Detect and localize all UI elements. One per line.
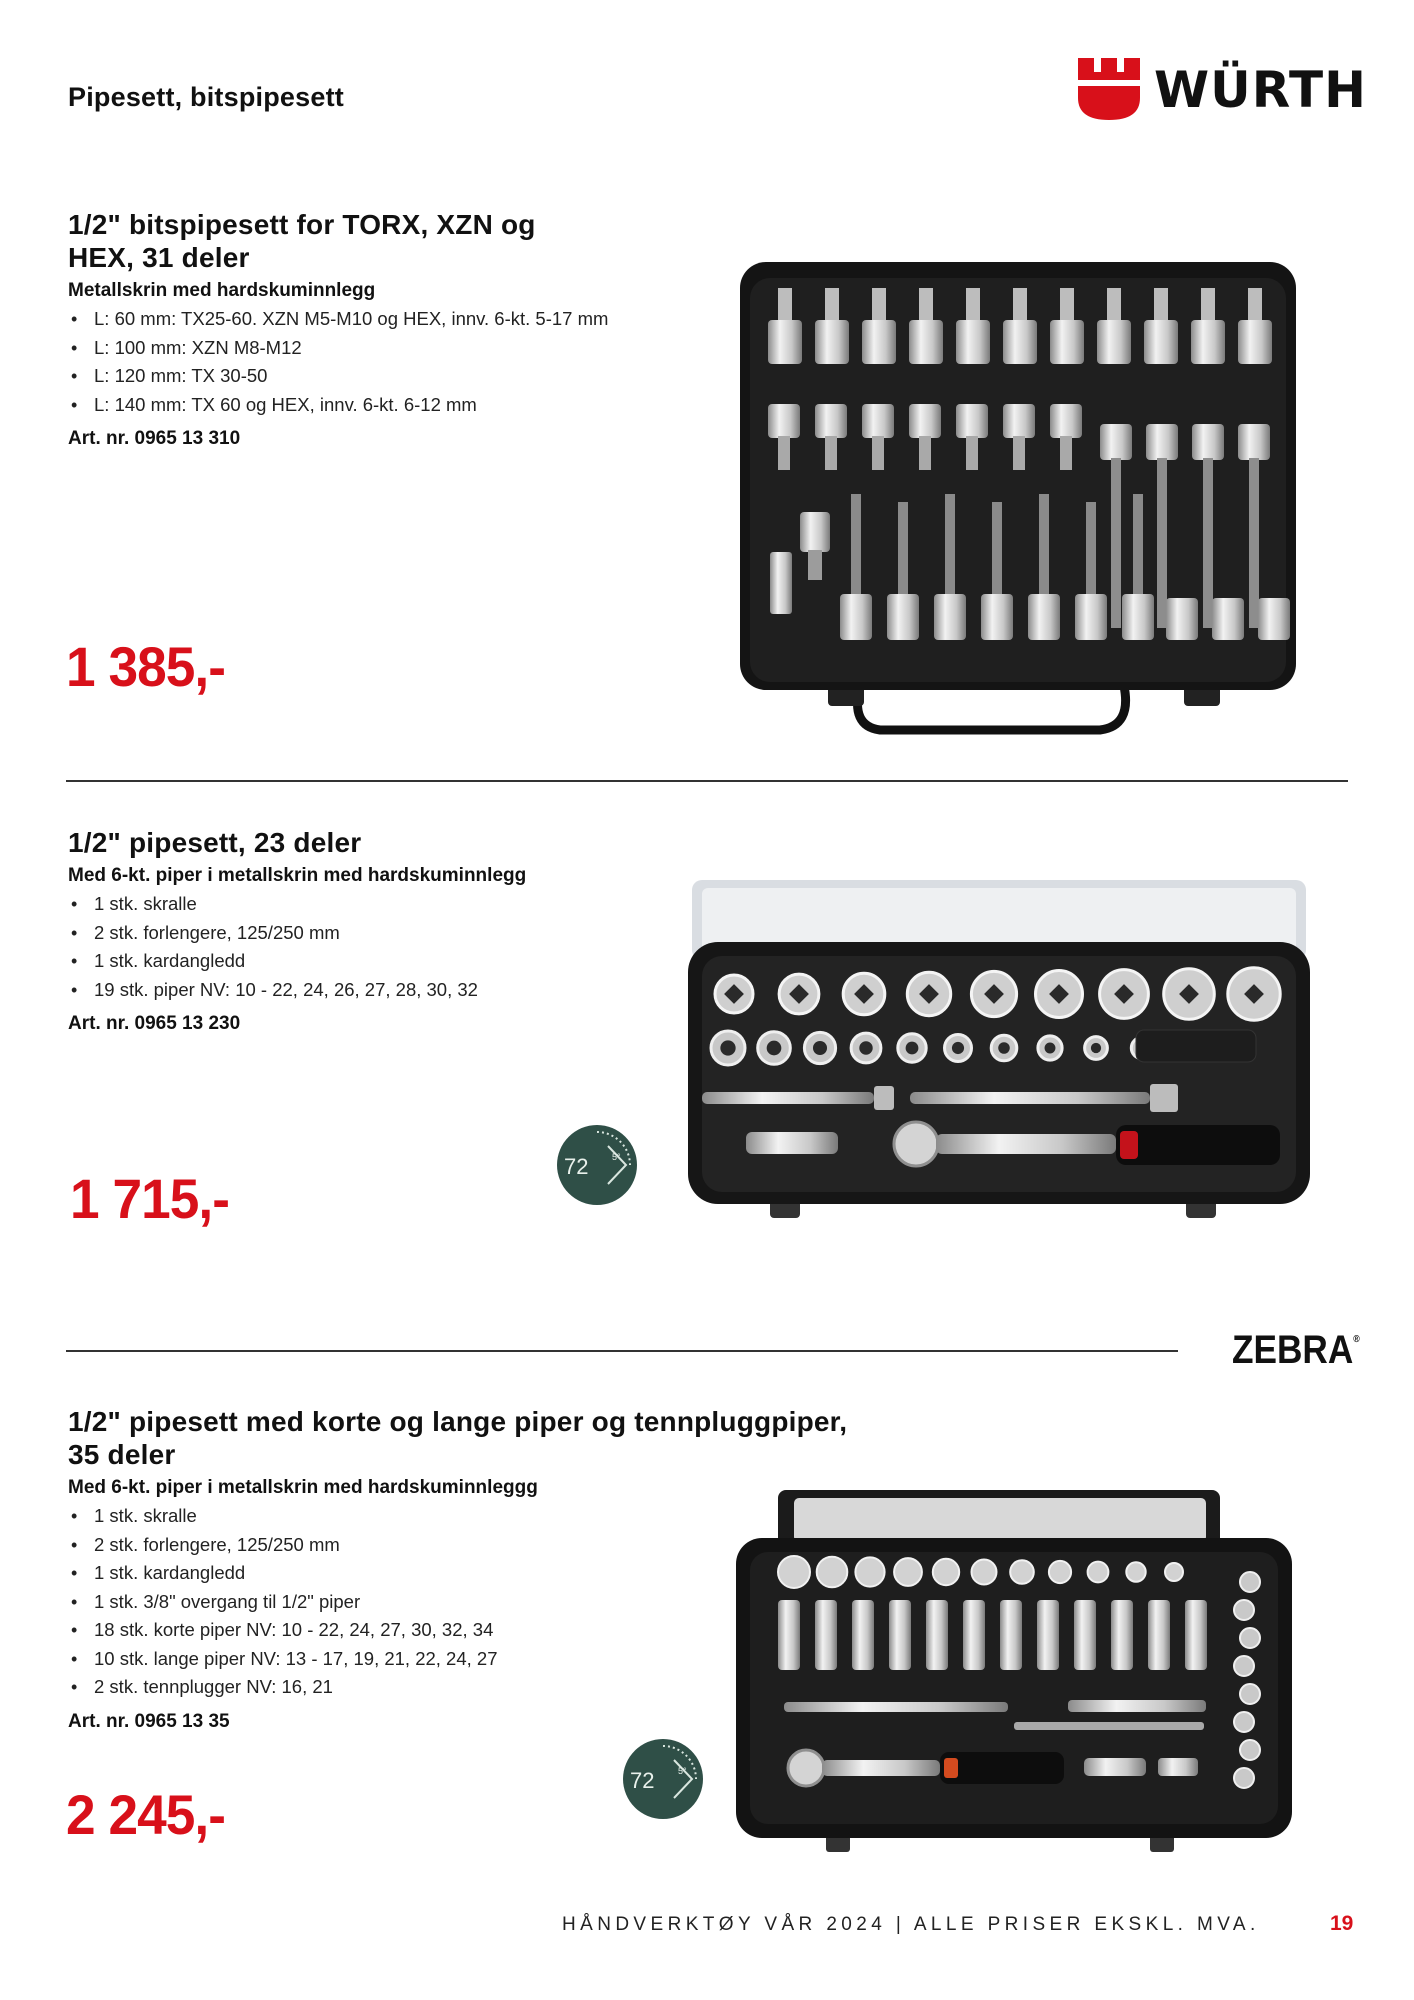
bit-socket xyxy=(862,320,896,364)
brand-name: WÜRTH xyxy=(1154,61,1367,119)
bit-socket xyxy=(815,404,847,438)
bit-socket xyxy=(1238,424,1270,460)
product-1 xyxy=(68,208,608,452)
product-1-photo xyxy=(740,258,1300,736)
deep-socket xyxy=(1037,1600,1059,1670)
bit xyxy=(778,288,792,324)
spec-item: • 2 stk. forlengere, 125/250 mm xyxy=(68,1531,847,1560)
bit xyxy=(919,288,933,324)
spec-list xyxy=(68,890,526,1004)
footer-text: HÅNDVERKTØY VÅR 2024 | ALLE PRISER EKSKL. MVA. xyxy=(562,1914,1260,1935)
bit xyxy=(778,436,790,470)
wurth-logo xyxy=(1078,58,1367,122)
zebra-logo: ZEBRA® xyxy=(1232,1328,1360,1372)
bit xyxy=(1107,288,1121,324)
bit-socket xyxy=(1192,424,1224,460)
product-title-line2: 35 deler xyxy=(68,1439,176,1470)
product-title xyxy=(68,1405,847,1471)
socket xyxy=(1240,1740,1260,1760)
socket-drive xyxy=(720,1040,735,1055)
bit xyxy=(872,436,884,470)
socket xyxy=(894,1558,922,1586)
article-number: Art. nr. 0965 13 310 xyxy=(68,428,241,449)
bit-socket xyxy=(770,552,792,614)
socket xyxy=(1234,1712,1254,1732)
product-2 xyxy=(68,826,526,1037)
spec-item: • L: 60 mm: TX25-60. XZN M5-M10 og HEX, innv. 6-kt. 5-17 mm xyxy=(68,305,608,334)
product-title-line1: 1/2" pipesett med korte og lange piper og tennpluggpiper, xyxy=(68,1406,848,1437)
extension-bar xyxy=(702,1092,874,1104)
bit xyxy=(1060,436,1072,470)
bit-socket xyxy=(1122,594,1154,640)
spec-item: • 2 stk. forlengere, 125/250 mm xyxy=(68,919,526,948)
bit-socket xyxy=(1146,424,1178,460)
bit xyxy=(1039,494,1049,600)
bit-socket xyxy=(1003,404,1035,438)
product-subtitle: Metallskrin med hardskuminnlegg xyxy=(68,280,376,301)
bit-socket xyxy=(815,320,849,364)
bit xyxy=(1013,288,1027,324)
bit xyxy=(1154,288,1168,324)
socket xyxy=(1049,1561,1071,1583)
bit xyxy=(966,436,978,470)
product-title xyxy=(68,208,608,274)
ratchet-head xyxy=(788,1750,824,1786)
socket xyxy=(1240,1684,1260,1704)
universal-joint xyxy=(746,1132,838,1154)
product-title-line2: HEX, 31 deler xyxy=(68,242,250,273)
product-3-photo xyxy=(734,1490,1296,1860)
svg-text:5°: 5° xyxy=(612,1152,621,1162)
section-title: Pipesett, bitspipesett xyxy=(68,82,344,112)
socket-drive xyxy=(859,1041,872,1054)
deep-socket xyxy=(778,1600,800,1670)
article-number: Art. nr. 0965 13 35 xyxy=(68,1710,230,1732)
universal-joint xyxy=(1084,1758,1146,1776)
article-number: Art. nr. 0965 13 230 xyxy=(68,1013,241,1034)
bit-socket xyxy=(1212,598,1244,640)
bit-socket xyxy=(1238,320,1272,364)
bit-socket xyxy=(862,404,894,438)
deep-socket xyxy=(1000,1600,1022,1670)
socket-drive xyxy=(767,1041,782,1056)
bit-socket xyxy=(1100,424,1132,460)
spec-item: • 10 stk. lange piper NV: 13 - 17, 19, 21, 22, 24, 27 xyxy=(68,1645,847,1674)
bit-socket xyxy=(909,320,943,364)
ratchet-72-teeth-badge xyxy=(622,1738,704,1820)
socket-drive xyxy=(1091,1043,1101,1053)
bit-socket xyxy=(1097,320,1131,364)
extension-end xyxy=(874,1086,894,1110)
bit xyxy=(1201,288,1215,324)
extension-bar xyxy=(1014,1722,1204,1730)
deep-socket xyxy=(963,1600,985,1670)
bit-socket xyxy=(840,594,872,640)
socket-label-tray xyxy=(1136,1030,1256,1062)
spec-item: • 1 stk. 3/8" overgang til 1/2" piper xyxy=(68,1588,847,1617)
bit-socket xyxy=(1258,598,1290,640)
bit xyxy=(825,436,837,470)
bit-socket xyxy=(1028,594,1060,640)
spec-item: • L: 140 mm: TX 60 og HEX, innv. 6-kt. 6-12 mm xyxy=(68,391,608,420)
socket xyxy=(1240,1572,1260,1592)
bit-socket xyxy=(956,404,988,438)
extension-bar xyxy=(910,1092,1150,1104)
price-3: 2 245,- xyxy=(66,1783,225,1846)
deep-socket xyxy=(1111,1600,1133,1670)
bit-socket xyxy=(1191,320,1225,364)
divider xyxy=(66,1350,1178,1352)
spec-item: • 1 stk. kardangledd xyxy=(68,1559,847,1588)
bit-socket xyxy=(768,320,802,364)
socket xyxy=(855,1557,884,1586)
bit-socket xyxy=(1144,320,1178,364)
divider xyxy=(66,780,1348,782)
adapter xyxy=(1158,1758,1198,1776)
bit xyxy=(808,550,822,580)
price-1: 1 385,- xyxy=(66,635,225,698)
bit xyxy=(945,494,955,600)
bit xyxy=(1111,458,1121,628)
product-subtitle: Med 6-kt. piper i metallskrin med hardskuminnleggg xyxy=(68,1477,538,1498)
ratchet-head xyxy=(894,1122,938,1166)
socket xyxy=(1240,1628,1260,1648)
badge-label: 72 xyxy=(630,1768,655,1793)
svg-text:5°: 5° xyxy=(678,1766,687,1776)
bit-socket xyxy=(1050,404,1082,438)
socket xyxy=(933,1559,959,1585)
bit-socket xyxy=(909,404,941,438)
spec-item: • 1 stk. skralle xyxy=(68,1502,847,1531)
deep-socket xyxy=(1148,1600,1170,1670)
bit xyxy=(1133,494,1143,600)
socket xyxy=(1165,1563,1183,1581)
spec-list xyxy=(68,1502,847,1702)
ratchet-grip-accent xyxy=(944,1758,958,1778)
product-3 xyxy=(68,1405,847,1735)
socket xyxy=(1234,1768,1254,1788)
socket xyxy=(1234,1600,1254,1620)
bit-socket xyxy=(1050,320,1084,364)
socket xyxy=(778,1556,810,1588)
bit-socket xyxy=(1166,598,1198,640)
spec-item: • 1 stk. skralle xyxy=(68,890,526,919)
bit-socket xyxy=(887,594,919,640)
socket xyxy=(1010,1560,1034,1584)
bit xyxy=(1157,458,1167,628)
extension-bar xyxy=(1068,1700,1206,1712)
socket xyxy=(1126,1562,1145,1581)
socket-drive xyxy=(1045,1043,1056,1054)
socket-drive xyxy=(952,1042,964,1054)
bit xyxy=(825,288,839,324)
spec-item: • 19 stk. piper NV: 10 - 22, 24, 26, 27, 28, 30, 32 xyxy=(68,976,526,1005)
bit xyxy=(1249,458,1259,628)
product-2-photo xyxy=(688,880,1312,1226)
socket xyxy=(1234,1656,1254,1676)
socket xyxy=(972,1560,997,1585)
spec-item: • 18 stk. korte piper NV: 10 - 22, 24, 27, 30, 32, 34 xyxy=(68,1616,847,1645)
deep-socket xyxy=(926,1600,948,1670)
bit xyxy=(1060,288,1074,324)
ratchet-grip-accent xyxy=(1120,1131,1138,1159)
bit xyxy=(851,494,861,600)
bit-socket xyxy=(1003,320,1037,364)
page-number: 19 xyxy=(1330,1912,1354,1935)
ratchet-handle xyxy=(936,1134,1116,1154)
extension-bar xyxy=(784,1702,1008,1712)
bit-socket xyxy=(768,404,800,438)
deep-socket xyxy=(889,1600,911,1670)
price-2: 1 715,- xyxy=(70,1167,229,1230)
bit-socket xyxy=(1075,594,1107,640)
deep-socket xyxy=(852,1600,874,1670)
product-title-line1: 1/2" bitspipesett for TORX, XZN og xyxy=(68,209,536,240)
bit xyxy=(1203,458,1213,628)
bit xyxy=(1248,288,1262,324)
spec-item: • L: 120 mm: TX 30-50 xyxy=(68,362,608,391)
product-subtitle: Med 6-kt. piper i metallskrin med hardskuminnlegg xyxy=(68,865,527,886)
ratchet-grip xyxy=(1116,1125,1280,1165)
socket-drive xyxy=(813,1041,827,1055)
bit-socket xyxy=(956,320,990,364)
socket-drive xyxy=(906,1042,919,1055)
bit-socket xyxy=(981,594,1013,640)
extension-end xyxy=(1150,1084,1178,1112)
zebra-brand: ZEBRA xyxy=(1232,1328,1354,1372)
socket xyxy=(1088,1562,1109,1583)
bit-socket xyxy=(800,512,830,552)
bit xyxy=(919,436,931,470)
wurth-logo-mark-icon xyxy=(1078,58,1140,120)
spec-item: • 2 stk. tennplugger NV: 16, 21 xyxy=(68,1673,847,1702)
bit xyxy=(966,288,980,324)
ratchet-handle xyxy=(822,1760,940,1776)
ratchet-72-teeth-badge xyxy=(556,1124,638,1206)
spec-item: • L: 100 mm: XZN M8-M12 xyxy=(68,334,608,363)
socket xyxy=(817,1557,848,1588)
deep-socket xyxy=(1074,1600,1096,1670)
ratchet-grip xyxy=(940,1752,1064,1784)
spec-list xyxy=(68,305,608,419)
bit xyxy=(872,288,886,324)
deep-socket xyxy=(1185,1600,1207,1670)
bit xyxy=(1086,502,1096,608)
bit xyxy=(1013,436,1025,470)
badge-label: 72 xyxy=(564,1154,589,1179)
bit-socket xyxy=(934,594,966,640)
deep-socket xyxy=(815,1600,837,1670)
socket-drive xyxy=(998,1042,1010,1054)
product-title: 1/2" pipesett, 23 deler xyxy=(68,827,362,858)
spec-item: • 1 stk. kardangledd xyxy=(68,947,526,976)
bit xyxy=(898,502,908,608)
bit xyxy=(992,502,1002,608)
